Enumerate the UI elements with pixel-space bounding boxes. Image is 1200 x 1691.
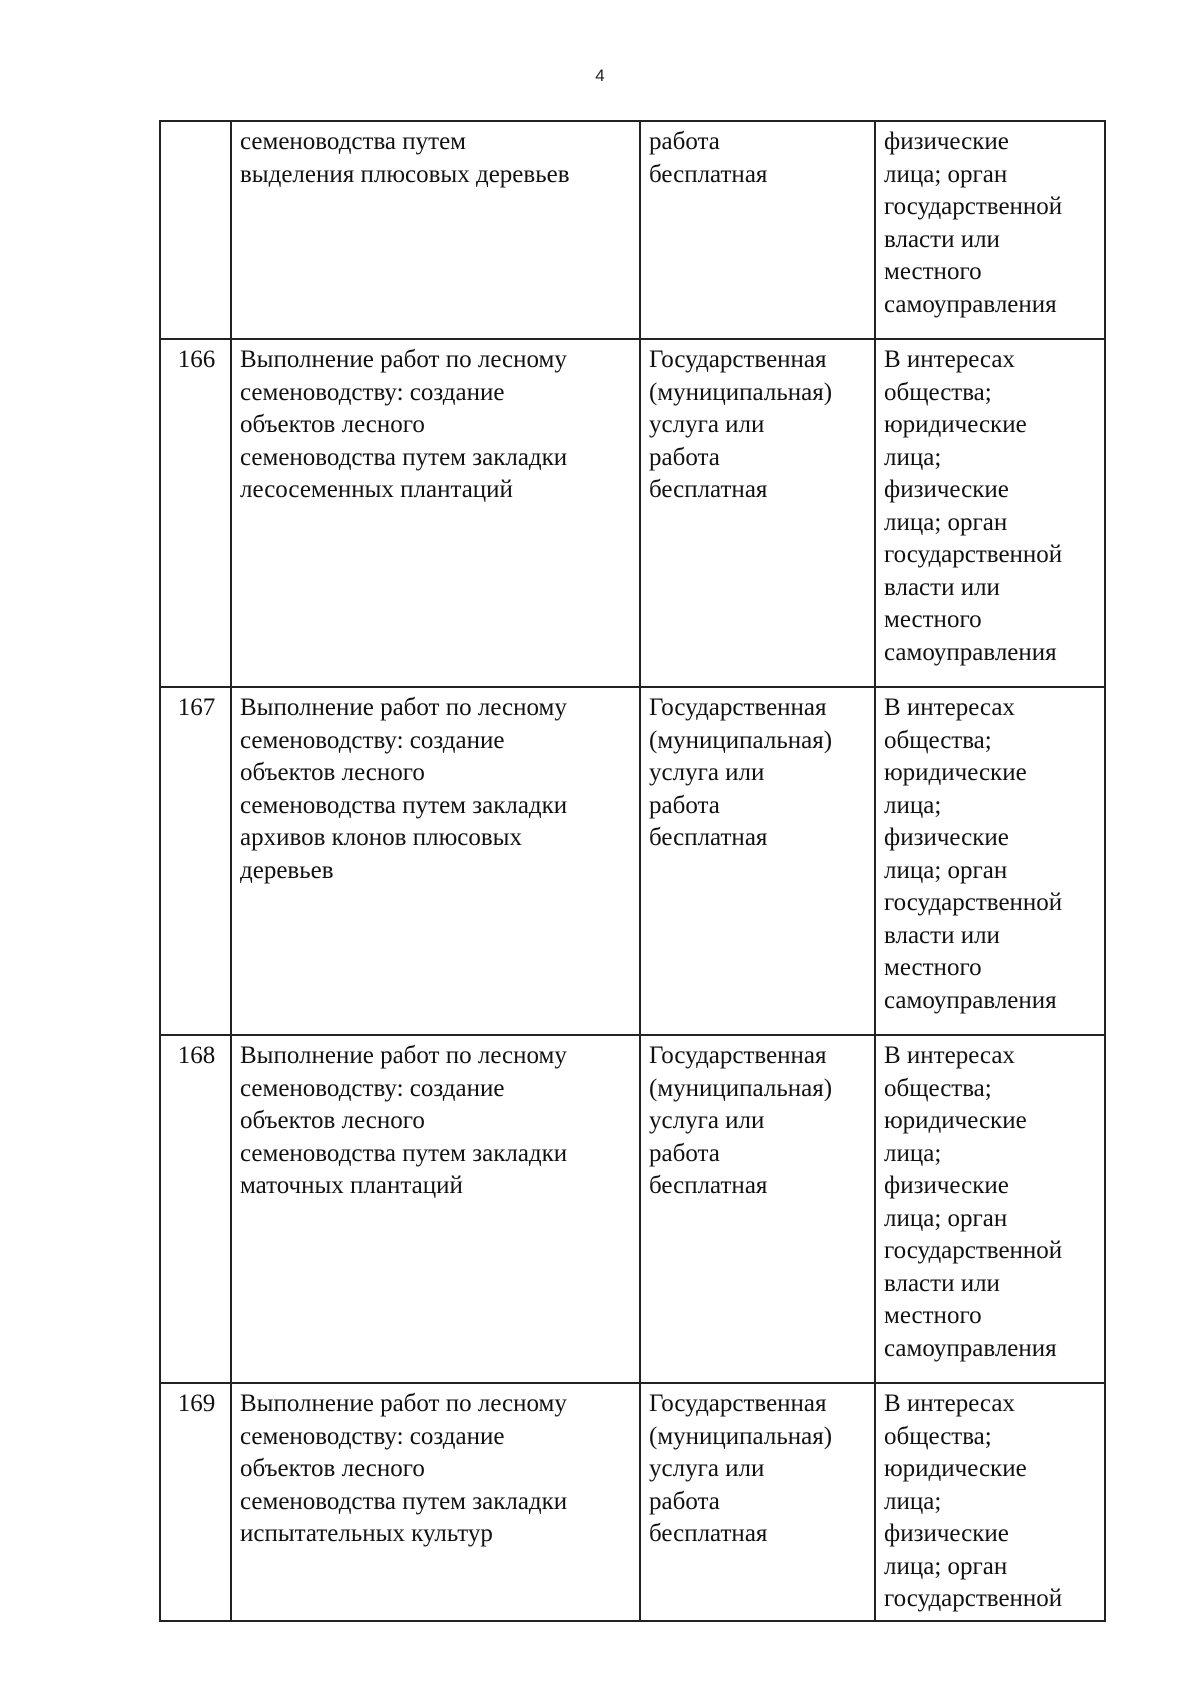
consumers-cell: В интересах общества; юридические лица; физические лица; орган государственной (875, 1383, 1105, 1621)
row-number-cell: 166 (160, 339, 231, 687)
table-row (160, 687, 1105, 1035)
consumers-cell: физические лица; орган государственной власти или местного самоуправления (875, 121, 1105, 339)
table-row (160, 1035, 1105, 1383)
table-row (160, 339, 1105, 687)
service-type-cell: Государственная (муниципальная) услуга или работа бесплатная (640, 687, 875, 1035)
consumers-cell: В интересах общества; юридические лица; физические лица; орган государственной власти или местного самоуправления (875, 687, 1105, 1035)
consumers-cell: В интересах общества; юридические лица; физические лица; орган государственной власти или местного самоуправления (875, 1035, 1105, 1383)
row-number-cell: 167 (160, 687, 231, 1035)
service-name-cell: Выполнение работ по лесному семеноводству: создание объектов лесного семеноводства путем закладки испытательных культур (231, 1383, 640, 1621)
service-name-cell: Выполнение работ по лесному семеноводству: создание объектов лесного семеноводства путем закладки лесосеменных плантаций (231, 339, 640, 687)
service-name-cell: семеноводства путем выделения плюсовых деревьев (231, 121, 640, 339)
row-number-cell (160, 121, 231, 339)
service-name-cell: Выполнение работ по лесному семеноводству: создание объектов лесного семеноводства путем закладки архивов клонов плюсовых деревьев (231, 687, 640, 1035)
row-number-cell: 168 (160, 1035, 231, 1383)
table-row (160, 121, 1105, 339)
service-name-cell: Выполнение работ по лесному семеноводству: создание объектов лесного семеноводства путем закладки маточных плантаций (231, 1035, 640, 1383)
consumers-cell: В интересах общества; юридические лица; физические лица; орган государственной власти или местного самоуправления (875, 339, 1105, 687)
service-type-cell: Государственная (муниципальная) услуга или работа бесплатная (640, 1035, 875, 1383)
services-table (159, 120, 1106, 1622)
row-number-cell: 169 (160, 1383, 231, 1621)
table-row (160, 1383, 1105, 1621)
service-type-cell: работа бесплатная (640, 121, 875, 339)
service-type-cell: Государственная (муниципальная) услуга или работа бесплатная (640, 339, 875, 687)
page-number: 4 (595, 66, 605, 85)
service-type-cell: Государственная (муниципальная) услуга или работа бесплатная (640, 1383, 875, 1621)
